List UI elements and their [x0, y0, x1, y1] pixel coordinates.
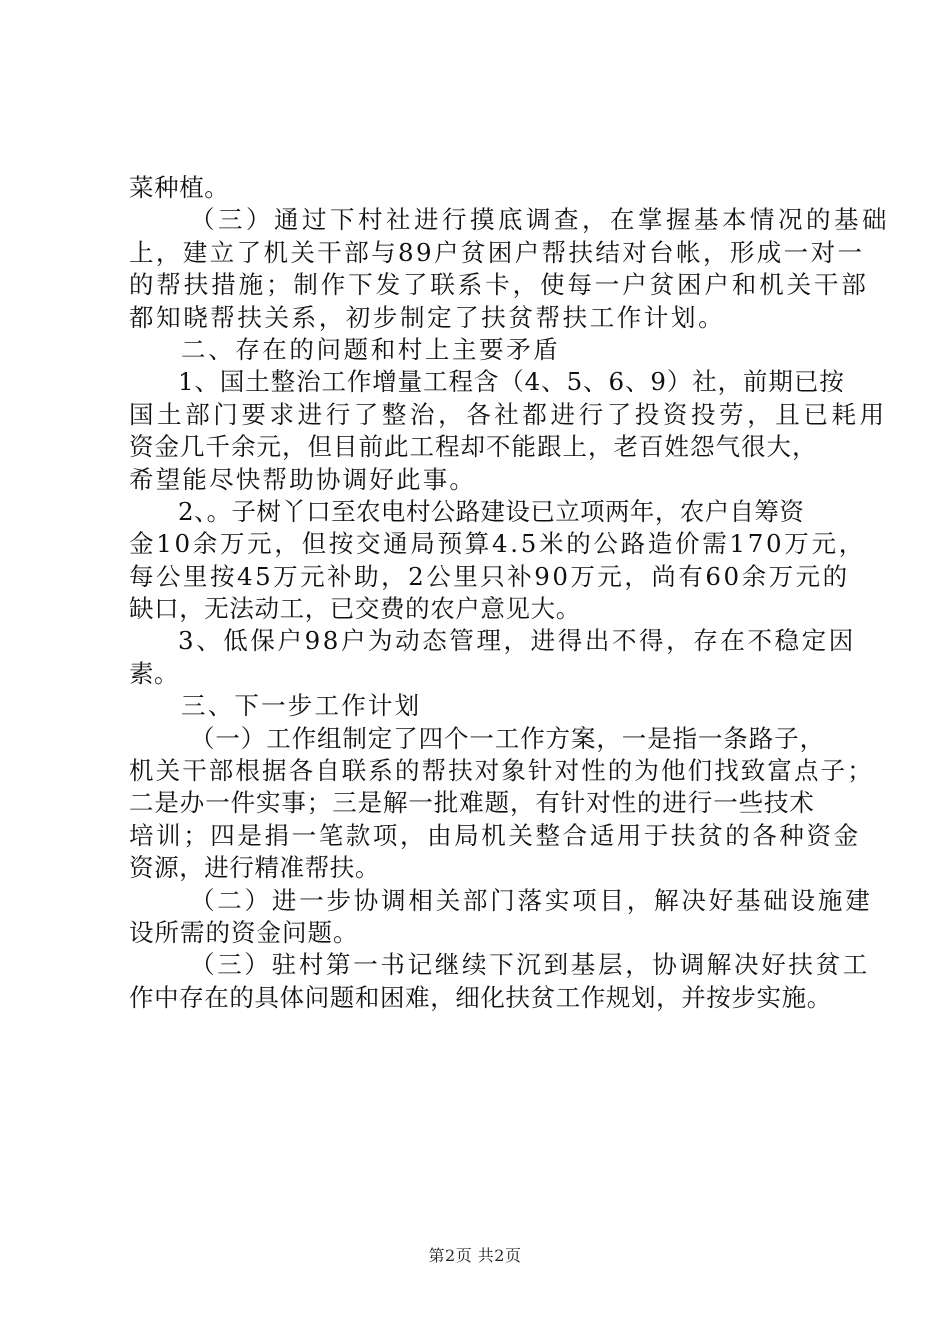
text-line: 机关干部根据各自联系的帮扶对象针对性的为他们找致富点子； — [129, 756, 874, 786]
text-line: 资金几千余元，但目前此工程却不能跟上，老百姓怨气很大， — [129, 432, 818, 462]
text-line: 菜种植。 — [129, 173, 230, 202]
text-line: 金10余万元，但按交通局预算4.5米的公路造价需170万元， — [129, 529, 866, 559]
text-line: 3、低保户98户为动态管理，进得出不得，存在不稳定因 — [178, 626, 856, 656]
text-line: 资源，进行精准帮扶。 — [129, 853, 380, 883]
text-line: 上，建立了机关干部与89户贫困户帮扶结对台帐，形成一对一 — [129, 237, 865, 267]
text-line: 二是办一件实事；三是解一批难题，有针对性的进行一些技术 — [129, 788, 815, 818]
text-line: 1、国土整治工作增量工程含（4、5、6、9）社，前期已按 — [178, 367, 845, 397]
text-line: 每公里按45万元补助，2公里只补90万元，尚有60余万元的 — [129, 561, 850, 591]
text-line: 国土部门要求进行了整治，各社都进行了投资投劳，且已耗用 — [129, 399, 888, 429]
text-line: 的帮扶措施；制作下发了联系卡，使每一户贫困户和机关干部 — [129, 270, 869, 300]
text-line: （二）进一步协调相关部门落实项目，解决好基础设施建 — [190, 885, 873, 915]
text-line: （一）工作组制定了四个一工作方案，一是指一条路子， — [190, 723, 825, 753]
text-line: 设所需的资金问题。 — [129, 917, 359, 947]
text-line: 培训；四是捐一笔款项，由局机关整合适用于扶贫的各种资金 — [129, 820, 861, 850]
text-line: 2、。子树丫口至农电村公路建设已立项两年，农户自筹资 — [178, 496, 805, 526]
page-number-footer: 第2页 共2页 — [428, 1246, 522, 1265]
text-line: （三）驻村第一书记继续下沉到基层，协调解决好扶贫工 — [190, 950, 870, 980]
text-line: 缺口，无法动工，已交费的农户意见大。 — [129, 594, 581, 624]
section-heading: 二、存在的问题和村上主要矛盾 — [181, 334, 561, 364]
text-line: 希望能尽快帮助协调好此事。 — [129, 464, 477, 494]
document-body — [129, 172, 890, 1014]
text-line: （三）通过下村社进行摸底调查，在掌握基本情况的基础 — [190, 205, 890, 235]
text-line: 素。 — [129, 658, 179, 688]
section-heading: 三、下一步工作计划 — [181, 691, 422, 721]
text-line: 都知晓帮扶关系，初步制定了扶贫帮扶工作计划。 — [129, 302, 726, 332]
text-line: 作中存在的具体问题和困难，细化扶贫工作规划，并按步实施。 — [129, 982, 832, 1012]
